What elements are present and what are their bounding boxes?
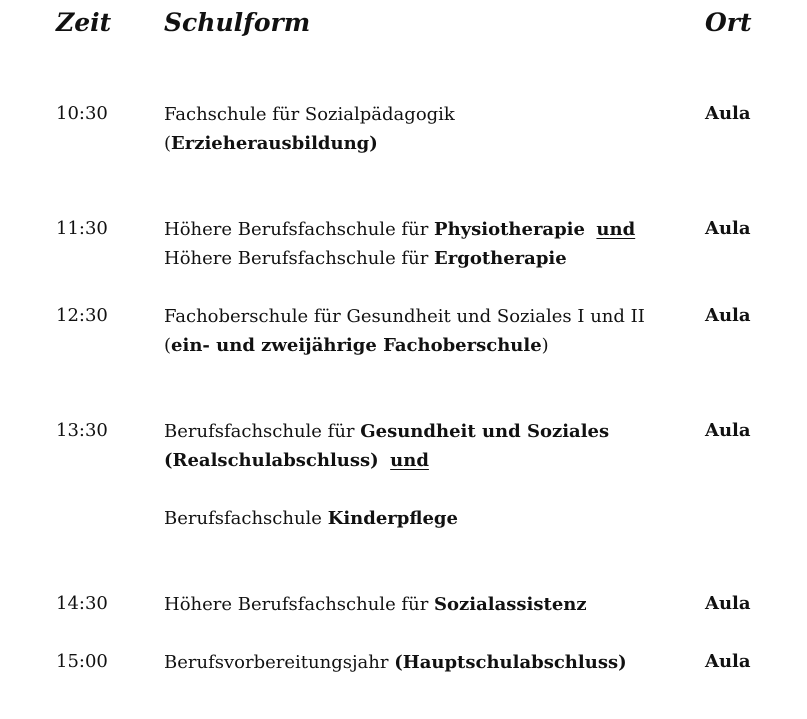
- text: Berufsfachschule für: [164, 421, 361, 442]
- row-place: Aula: [705, 651, 751, 672]
- row-school-line: [164, 244, 635, 273]
- row-time: 14:30: [56, 593, 108, 614]
- text-underlined: und: [596, 219, 636, 240]
- row-school: [164, 417, 609, 533]
- row-school-line: [164, 648, 627, 677]
- text: Höhere Berufsfachschule für: [164, 248, 435, 269]
- row-place: Aula: [705, 103, 751, 124]
- row-school: [164, 215, 635, 273]
- row-time: 12:30: [56, 305, 108, 326]
- row-time: 13:30: [56, 420, 108, 441]
- row-place: Aula: [705, 218, 751, 239]
- text: Höhere Berufsfachschule für: [164, 219, 435, 240]
- row-time: 15:00: [56, 651, 108, 672]
- text-bold: (Realschulabschluss): [164, 450, 379, 471]
- header-place: Ort: [705, 8, 752, 37]
- row-school-line: [164, 100, 455, 129]
- row-school: [164, 648, 627, 677]
- row-school-line: [164, 446, 609, 475]
- text: Fachoberschule für Gesundheit und Soziales I und II: [164, 306, 645, 327]
- row-school-line: [164, 129, 455, 158]
- row-school: [164, 590, 587, 619]
- text: (: [164, 133, 172, 154]
- header-school: Schulform: [164, 8, 311, 37]
- text-bold: Gesundheit und Soziales: [360, 421, 610, 442]
- text: Fachschule für Sozialpädagogik: [164, 104, 455, 125]
- header-time: Zeit: [56, 8, 112, 37]
- row-place: Aula: [705, 420, 751, 441]
- row-school-line: [164, 417, 609, 446]
- row-school: [164, 302, 645, 360]
- text-bold: Ergotherapie: [434, 248, 567, 269]
- text: Berufsfachschule: [164, 508, 328, 529]
- text: (: [164, 335, 172, 356]
- row-school: [164, 100, 455, 158]
- row-time: 10:30: [56, 103, 108, 124]
- text: Höhere Berufsfachschule für: [164, 594, 435, 615]
- text-bold: Sozialassistenz: [434, 594, 587, 615]
- text-bold: Physiotherapie: [434, 219, 585, 240]
- row-time: 11:30: [56, 218, 108, 239]
- row-place: Aula: [705, 305, 751, 326]
- row-place: Aula: [705, 593, 751, 614]
- text: ): [541, 335, 549, 356]
- text-bold: ein- und zweijährige Fachoberschule: [171, 335, 542, 356]
- text-bold: Kinderpflege: [327, 508, 458, 529]
- row-school-line: [164, 590, 587, 619]
- row-school-line: [164, 331, 645, 360]
- text-underlined: und: [390, 450, 429, 471]
- row-school-line: [164, 215, 635, 244]
- row-school-line: [164, 504, 609, 533]
- text-bold: Erzieherausbildung): [171, 133, 378, 154]
- text-bold: (Hauptschulabschluss): [394, 652, 627, 673]
- text: Berufsvorbereitungsjahr: [164, 652, 395, 673]
- row-school-line: [164, 302, 645, 331]
